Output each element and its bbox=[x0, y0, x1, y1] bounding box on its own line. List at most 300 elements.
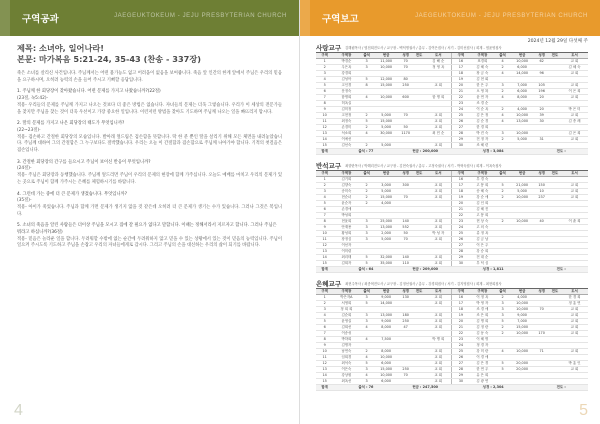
table-cell: 교 회 bbox=[425, 219, 452, 225]
table-cell: 현순녀 bbox=[333, 195, 359, 201]
table-cell: 28 bbox=[452, 131, 469, 137]
column-header: 구역장 bbox=[469, 171, 495, 177]
table-cell: 7,000 bbox=[510, 319, 535, 325]
table-cell: 5,000 bbox=[374, 237, 399, 243]
table-cell: 이 경 애 bbox=[469, 355, 495, 361]
table-cell: 박 흥 인 bbox=[561, 361, 588, 367]
total-row bbox=[316, 149, 588, 155]
table-cell: 이 혜 명 bbox=[469, 337, 495, 343]
table-cell: 강경희 bbox=[333, 71, 359, 77]
table-cell: 2 bbox=[359, 183, 373, 189]
table-cell: 13 bbox=[316, 131, 333, 137]
column-header: 헌금 bbox=[510, 53, 535, 59]
table-cell: 1170 bbox=[398, 131, 412, 137]
total-cell: 헌금 : 247,500 bbox=[398, 385, 452, 391]
parish-name: 사랑교구 bbox=[316, 44, 342, 52]
table-cell: 전 정 자 bbox=[469, 137, 495, 143]
table-cell: 2 bbox=[359, 349, 373, 355]
table-cell: 5 bbox=[359, 361, 373, 367]
table-cell: 5 bbox=[316, 319, 333, 325]
table-cell: 3 bbox=[495, 313, 509, 319]
table-cell: 교 회 bbox=[425, 255, 452, 261]
table-cell: 170 bbox=[534, 331, 548, 337]
total-cell: 출석 : 77 bbox=[333, 149, 398, 155]
table-cell: 600 bbox=[398, 95, 412, 101]
table-cell: 4 bbox=[495, 119, 509, 125]
table-cell: 박성희 bbox=[333, 213, 359, 219]
sermon-question: 3. 간절한 회당장의 간구를 들으시고 주님이 보이신 반응이 무엇입니까? bbox=[17, 159, 151, 165]
sermon-reference: (35절)- bbox=[17, 198, 32, 204]
table-cell: 10 bbox=[316, 113, 333, 119]
table-cell: 2 bbox=[495, 65, 509, 71]
table-cell: 9,000 bbox=[374, 319, 399, 325]
table-cell: 28 bbox=[452, 367, 469, 373]
column-header: 구역장 bbox=[333, 289, 359, 295]
table-cell: 5 bbox=[359, 261, 373, 267]
table-cell: 4 bbox=[495, 113, 509, 119]
table-cell: 교 회 bbox=[425, 125, 452, 131]
column-header: 전도 bbox=[549, 53, 561, 59]
column-header: 출석 bbox=[495, 53, 509, 59]
table-cell: 김희자 bbox=[333, 261, 359, 267]
table-cell: 교 회 bbox=[425, 301, 452, 307]
table-cell: 140 bbox=[398, 255, 412, 261]
table-cell: 함명희 bbox=[333, 95, 359, 101]
column-header: 출석 bbox=[359, 289, 373, 295]
column-header: 전도 bbox=[549, 289, 561, 295]
table-cell: 50 bbox=[398, 231, 412, 237]
table-cell: 3 bbox=[316, 307, 333, 313]
page-number-left: 4 bbox=[14, 402, 23, 419]
table-cell: 이 춘 희 bbox=[561, 219, 588, 225]
table-cell: 교 회 bbox=[425, 367, 452, 373]
column-header: 구역 bbox=[316, 289, 333, 295]
table-cell: 손경미 bbox=[333, 125, 359, 131]
table-cell: 박하희 bbox=[333, 337, 359, 343]
table-cell: 한 경 희 bbox=[561, 295, 588, 301]
table-cell: 교 회 bbox=[425, 237, 452, 243]
table-cell: 박은자A bbox=[333, 295, 359, 301]
table-cell: 96 bbox=[534, 71, 548, 77]
table-cell: 3 bbox=[359, 379, 373, 385]
column-header: 구역장 bbox=[333, 53, 359, 59]
total-cell: 합계 bbox=[316, 385, 333, 391]
table-cell: 2 bbox=[359, 113, 373, 119]
table-cell: 박 은 미 bbox=[561, 107, 588, 113]
table-cell: 2 bbox=[495, 325, 509, 331]
table-cell: 140 bbox=[398, 219, 412, 225]
table-cell: 8 bbox=[316, 101, 333, 107]
table-cell: 강 미 란 bbox=[469, 349, 495, 355]
table-cell: 이 은 주 bbox=[469, 243, 495, 249]
table-cell: 김성아 bbox=[333, 77, 359, 83]
table-cell: 김 명 희 bbox=[469, 319, 495, 325]
table-cell: 19 bbox=[452, 77, 469, 83]
column-header: 도서 bbox=[425, 289, 452, 295]
table-cell: 30 bbox=[452, 261, 469, 267]
table-cell: 15,000 bbox=[374, 83, 399, 89]
column-header: 도서 bbox=[425, 171, 452, 177]
header-tab bbox=[0, 0, 10, 36]
table-cell: 김명자 bbox=[333, 343, 359, 349]
table-cell: 24 bbox=[452, 107, 469, 113]
table-cell: 10 bbox=[534, 189, 548, 195]
total-cell: 전도 : bbox=[534, 385, 588, 391]
table-cell: 3 bbox=[359, 313, 373, 319]
table-cell: 5,000 bbox=[374, 143, 399, 149]
table-cell: 정 경 자 bbox=[469, 343, 495, 349]
table-cell: 교 회 bbox=[425, 373, 452, 379]
table-cell: 5 bbox=[359, 119, 373, 125]
table-cell: 김 현 회 bbox=[469, 77, 495, 83]
table-cell: 장 금 숙 bbox=[469, 71, 495, 77]
table-cell: 2,000 bbox=[374, 231, 399, 237]
table-cell: 22 bbox=[452, 95, 469, 101]
table-cell: 21,000 bbox=[510, 183, 535, 189]
table-cell: 12 bbox=[316, 125, 333, 131]
column-header: 성경 bbox=[534, 171, 548, 177]
report-date: 2024년 12월 29일 다섯째 주 bbox=[527, 39, 588, 44]
table-cell: 김 은 희 bbox=[561, 131, 588, 137]
table-cell: 이선자 bbox=[333, 243, 359, 249]
table-cell: 2 bbox=[495, 137, 509, 143]
table-cell: 김 광 연 bbox=[469, 379, 495, 385]
table-cell: 강 승 희 bbox=[469, 249, 495, 255]
table-cell: 김순희 bbox=[333, 313, 359, 319]
column-header: 구역 bbox=[452, 53, 469, 59]
table-cell: 250 bbox=[398, 83, 412, 89]
table-cell: 박 성 자 bbox=[425, 231, 452, 237]
table-cell: 23 bbox=[452, 219, 469, 225]
table-cell: 3 bbox=[359, 219, 373, 225]
sermon-paragraphs bbox=[17, 71, 282, 250]
table-cell: 교 회 bbox=[425, 379, 452, 385]
page-number-right: 5 bbox=[579, 402, 588, 419]
table-cell: 3 bbox=[316, 189, 333, 195]
table-cell: 70 bbox=[534, 307, 548, 313]
table-cell: 고 봉 희 bbox=[469, 183, 495, 189]
table-cell: 14 bbox=[316, 255, 333, 261]
table-cell: 현윤희 bbox=[333, 219, 359, 225]
table-cell: 12 bbox=[316, 243, 333, 249]
table-cell: 4 bbox=[359, 337, 373, 343]
table-cell: 4,000 bbox=[510, 107, 535, 113]
parish-section bbox=[316, 280, 588, 391]
table-cell: 29 bbox=[452, 137, 469, 143]
total-row bbox=[316, 267, 588, 273]
table-cell: 9 bbox=[316, 225, 333, 231]
table-cell: 14 bbox=[316, 373, 333, 379]
table-cell: 24 bbox=[452, 225, 469, 231]
table-cell: 교 회 bbox=[561, 331, 588, 337]
sermon-reference: (24절)- bbox=[17, 166, 32, 172]
table-cell: 9,000 bbox=[374, 295, 399, 301]
table-cell: 6 bbox=[316, 89, 333, 95]
column-header: 도서 bbox=[425, 53, 452, 59]
parish-header bbox=[316, 162, 588, 171]
table-cell: 김희선 bbox=[333, 325, 359, 331]
table-cell: 10,000 bbox=[374, 373, 399, 379]
table-cell: 이미령 bbox=[333, 249, 359, 255]
table-cell: 부 경 숙 bbox=[469, 177, 495, 183]
table-cell: 4,000 bbox=[374, 201, 399, 207]
table-cell: 30 bbox=[452, 379, 469, 385]
table-cell: 4 bbox=[495, 349, 509, 355]
table-cell: 황성희 bbox=[333, 231, 359, 237]
parish-staff: 최현주목사 / 최종혁전도사 / 교구장 - 김정선권사 / 총무 - 강경희집사 / 서기 - 김지영집사 / 회계 - 최현희집사 bbox=[345, 282, 502, 286]
table-cell: 19 bbox=[452, 195, 469, 201]
parish-staff: 김해림목사 / 염천희전도사 / 교구장 - 백덕명권사 / 총무 - 김여은집사 / 서기 - 김미선집사 / 회계 - 염윤영집사 bbox=[345, 46, 502, 50]
table-cell: 3 bbox=[495, 301, 509, 307]
column-header: 헌금 bbox=[374, 289, 399, 295]
table-cell: 교 회 bbox=[425, 349, 452, 355]
table-cell: 한 경 희 bbox=[469, 125, 495, 131]
table-cell: 26 bbox=[452, 237, 469, 243]
table-cell: 교 회 bbox=[425, 113, 452, 119]
table-cell: 71 bbox=[534, 349, 548, 355]
column-header: 도서 bbox=[561, 171, 588, 177]
table-cell: 현 상 숙 bbox=[469, 219, 495, 225]
table-cell: 3 bbox=[495, 307, 509, 313]
table-cell: 교 회 bbox=[561, 189, 588, 195]
table-cell: 5,000 bbox=[374, 125, 399, 131]
right-header-title: 구역보고 bbox=[322, 14, 359, 25]
table-cell: 3 bbox=[316, 71, 333, 77]
table-cell: 윤 연 자 bbox=[469, 95, 495, 101]
column-header: 헌금 bbox=[510, 171, 535, 177]
table-cell: 105 bbox=[534, 83, 548, 89]
table-cell: 30,000 bbox=[374, 131, 399, 137]
table-cell: 2 bbox=[495, 331, 509, 337]
sermon-title: 제목: 소녀야, 일어나라! bbox=[17, 43, 105, 53]
table-cell: 23 bbox=[452, 101, 469, 107]
table-cell: 4 bbox=[359, 95, 373, 101]
column-header: 구역 bbox=[316, 171, 333, 177]
table-cell: 고현정 bbox=[333, 113, 359, 119]
table-cell: 5 bbox=[359, 255, 373, 261]
table-cell: 이송성 bbox=[333, 331, 359, 337]
table-cell: 5 bbox=[316, 201, 333, 207]
table-cell: 14,000 bbox=[510, 71, 535, 77]
table-cell: 교 회 bbox=[561, 95, 588, 101]
table-cell: 교 회 bbox=[561, 137, 588, 143]
table-cell: 39 bbox=[534, 113, 548, 119]
table-cell: 교 회 bbox=[561, 319, 588, 325]
table-cell: 5 bbox=[359, 77, 373, 83]
table-cell: 3 bbox=[359, 231, 373, 237]
table-cell: 김 금 남 bbox=[469, 237, 495, 243]
table-cell: 박경순 bbox=[333, 59, 359, 65]
table-cell: 11 bbox=[316, 355, 333, 361]
column-header: 구역 bbox=[452, 171, 469, 177]
column-header: 도서 bbox=[561, 289, 588, 295]
table-cell: 20 bbox=[452, 201, 469, 207]
table-cell: 29 bbox=[452, 255, 469, 261]
parish-header bbox=[316, 280, 588, 289]
table-cell: 4 bbox=[359, 373, 373, 379]
table-cell: 26 bbox=[452, 355, 469, 361]
table-cell: 4 bbox=[359, 325, 373, 331]
table-cell: 박 영 자 bbox=[469, 301, 495, 307]
table-cell: 12,000 bbox=[374, 77, 399, 83]
column-header: 헌금 bbox=[510, 289, 535, 295]
column-header: 도서 bbox=[561, 53, 588, 59]
table-cell: 김 동 숙 bbox=[469, 331, 495, 337]
column-header: 구역장 bbox=[333, 171, 359, 177]
table-cell: 9,000 bbox=[510, 313, 535, 319]
table-cell: 김 종 례 bbox=[561, 119, 588, 125]
table-cell: 70 bbox=[398, 59, 412, 65]
table-cell: 교 회 bbox=[425, 355, 452, 361]
table-cell: 김 순 경 bbox=[469, 119, 495, 125]
table-cell: 7 bbox=[316, 95, 333, 101]
parish-name: 반석교구 bbox=[316, 162, 342, 170]
table-cell: 교 회 bbox=[561, 307, 588, 313]
header-tab bbox=[300, 0, 310, 36]
column-header: 성경 bbox=[534, 289, 548, 295]
table-cell: 6,000 bbox=[374, 379, 399, 385]
column-header: 전도 bbox=[413, 53, 425, 59]
table-cell: 허옥실 bbox=[333, 101, 359, 107]
sermon-paragraph: 적용- 우리들의 문제를 주님께 가지고 나오는 것보다 더 좋은 방법은 없습니다. 자녀들의 문제는 더욱 그렇습니다. 우리가 이 세상의 전문가들을 찾지만 주님을 찾는 것이 더욱 우선이고 가장 중요한 일입니다. 이런저런 방법을 찾아도 기도하며 주님께 나오는 일을 빠뜨리지 맙시다. bbox=[17, 102, 282, 115]
table-cell: 70 bbox=[398, 113, 412, 119]
table-cell: 조 혜 련 bbox=[469, 143, 495, 149]
table-cell: 교 회 bbox=[561, 313, 588, 319]
table-cell: 교 회 bbox=[425, 361, 452, 367]
table-cell: 정 흥 연 bbox=[561, 301, 588, 307]
table-cell: 3 bbox=[359, 367, 373, 373]
table-cell: 17 bbox=[452, 65, 469, 71]
sermon-question: 5. 소녀의 죽음을 알린 사람들은 더이상 주님을 모시고 집에 갈 필요가 없다고 말합니다. 이때는 정해서라서 지르자고 합니다. 그러나 주님은 뭐라고 하십니까?(36절) bbox=[17, 223, 277, 236]
table-cell: 오 영 복 bbox=[469, 89, 495, 95]
table-cell: 25 bbox=[452, 231, 469, 237]
table-cell: 2 bbox=[359, 125, 373, 131]
table-cell: 교 회 bbox=[425, 261, 452, 267]
table-cell: 27 bbox=[452, 361, 469, 367]
table-cell: 70 bbox=[398, 237, 412, 243]
column-header: 헌금 bbox=[374, 171, 399, 177]
table-cell: 류 정 옥 bbox=[469, 231, 495, 237]
column-header: 구역 bbox=[316, 53, 333, 59]
table-cell: 이 순 옥 bbox=[469, 107, 495, 113]
table-cell: 강 순 애 bbox=[469, 195, 495, 201]
table-cell: 2 bbox=[359, 189, 373, 195]
table-cell: 12 bbox=[316, 361, 333, 367]
table-cell: 고 봉 희 bbox=[469, 213, 495, 219]
sermon-reference: (23절, 녹5:42)- bbox=[17, 96, 49, 102]
total-cell: 합계 bbox=[316, 267, 333, 273]
table-cell: 김기희 bbox=[333, 177, 359, 183]
table-cell: 28 bbox=[452, 249, 469, 255]
table-cell: 250 bbox=[398, 367, 412, 373]
table-cell: 2 bbox=[495, 189, 509, 195]
table-cell: 4 bbox=[359, 355, 373, 361]
table-cell: 7 bbox=[316, 331, 333, 337]
table-cell: 18 bbox=[452, 189, 469, 195]
right-header-subtitle: JAEGEUKTOKEUM - JEJU PRESBYTERIAN CHURCH bbox=[415, 13, 588, 19]
table-cell: 150 bbox=[534, 183, 548, 189]
sermon-reference: (22~23절)- bbox=[17, 127, 41, 133]
table-cell: 10,000 bbox=[510, 113, 535, 119]
table-cell: 10,000 bbox=[510, 307, 535, 313]
table-cell: 47 bbox=[398, 325, 412, 331]
table-cell: 조 경 순 bbox=[469, 101, 495, 107]
column-header: 출석 bbox=[359, 171, 373, 177]
table-cell: 35,000 bbox=[374, 261, 399, 267]
table-cell: 8,000 bbox=[374, 349, 399, 355]
table-cell: 6 bbox=[316, 325, 333, 331]
table-cell: 40 bbox=[534, 219, 548, 225]
sermon-question: 2. 딸의 문제를 가지고 나온 회당장의 태도가 무엇입니까? bbox=[17, 121, 125, 127]
table-cell: 교 회 bbox=[425, 195, 452, 201]
total-cell: 합계 bbox=[316, 149, 333, 155]
table-cell: 13 bbox=[316, 367, 333, 373]
table-cell: 8 bbox=[316, 337, 333, 343]
report-table bbox=[316, 171, 588, 273]
left-header-title: 구역공과 bbox=[22, 14, 59, 25]
table-cell: 3,000 bbox=[374, 183, 399, 189]
table-cell: 14,000 bbox=[374, 301, 399, 307]
table-cell: 16 bbox=[452, 59, 469, 65]
column-header: 전도 bbox=[413, 171, 425, 177]
table-cell: 김 은 정 bbox=[469, 113, 495, 119]
table-cell: 김 인 희 bbox=[469, 201, 495, 207]
table-cell: 김 은 경 bbox=[469, 361, 495, 367]
table-cell: 2 bbox=[359, 201, 373, 207]
table-cell: 70 bbox=[398, 65, 412, 71]
table-cell: 7,000 bbox=[510, 83, 535, 89]
column-header: 출석 bbox=[359, 53, 373, 59]
table-cell: 우은옥 bbox=[333, 65, 359, 71]
table-cell: 교 회 bbox=[561, 183, 588, 189]
table-cell: 최석숙 bbox=[333, 361, 359, 367]
table-cell: 교 회 bbox=[425, 295, 452, 301]
total-cell: 전도 : bbox=[534, 149, 588, 155]
table-cell: 박 병 희 bbox=[425, 337, 452, 343]
table-cell: 4 bbox=[495, 59, 509, 65]
table-cell: 전 대 순 bbox=[469, 255, 495, 261]
table-cell: 5 bbox=[495, 183, 509, 189]
table-cell: 김 혜 진 bbox=[469, 207, 495, 213]
table-cell: 21 bbox=[452, 89, 469, 95]
table-cell: 20 bbox=[534, 107, 548, 113]
table-cell: 김향숙 bbox=[333, 183, 359, 189]
table-cell: 4 bbox=[316, 313, 333, 319]
table-cell: 20 bbox=[534, 95, 548, 101]
table-cell: 함 명 희 bbox=[425, 95, 452, 101]
table-cell: 3 bbox=[359, 59, 373, 65]
table-cell: 석소희 bbox=[333, 131, 359, 137]
total-cell: 성경 : 1,811 bbox=[452, 267, 534, 273]
table-cell: 25 bbox=[452, 113, 469, 119]
table-cell: 교 회 bbox=[425, 325, 452, 331]
table-cell: 2 bbox=[316, 301, 333, 307]
table-cell: 17 bbox=[452, 301, 469, 307]
table-cell: 62 bbox=[534, 59, 548, 65]
table-cell: 130 bbox=[398, 295, 412, 301]
table-cell: 김선숙 bbox=[333, 143, 359, 149]
table-cell: 임희경 bbox=[333, 355, 359, 361]
table-cell: 26 bbox=[452, 119, 469, 125]
table-cell: 552 bbox=[398, 225, 412, 231]
table-cell: 19 bbox=[452, 313, 469, 319]
table-cell: 15 bbox=[316, 143, 333, 149]
table-cell: 최리태 bbox=[333, 255, 359, 261]
total-row bbox=[316, 385, 588, 391]
sermon-question: 4. 그런데 가는 중에 더 큰 문제가 생겼습니다. 무엇입니까? bbox=[17, 191, 127, 197]
table-cell: 2 bbox=[495, 295, 509, 301]
table-cell: 10,000 bbox=[374, 65, 399, 71]
